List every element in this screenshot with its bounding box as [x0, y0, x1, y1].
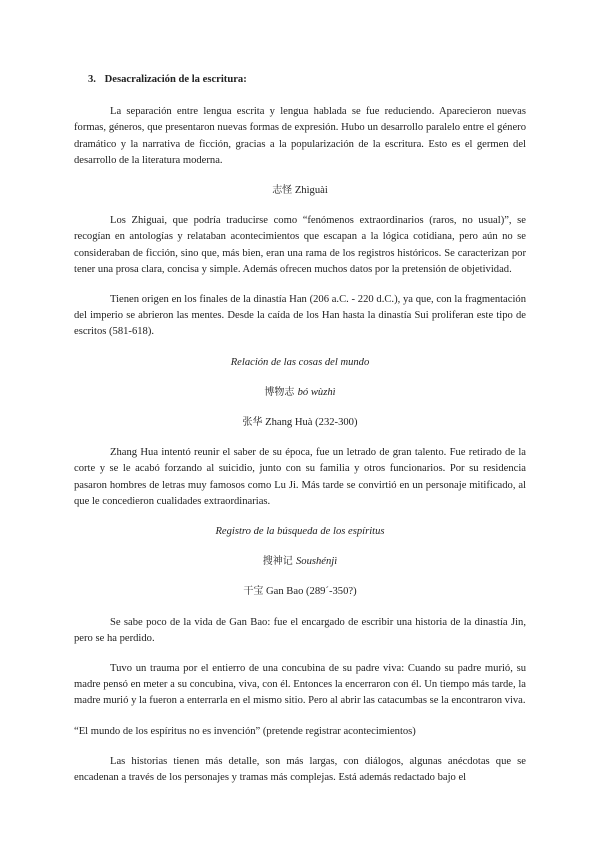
paragraph-zhang-hua: Zhang Hua intentó reunir el saber de su época, fue un letrado de gran talento. Fue retirado de la corte y se le acabó forzando al suicidio, junto con su familia y otros funcionarios. Por su residencia pasaron hombres de letras muy famosos como Lu Ji. Más tarde se convirtió en un personaje mitificado, al que le concedieron cualidades extraordinarias. [74, 447, 526, 507]
book2-title-es: Registro de la búsqueda de los espíritus [215, 526, 385, 538]
book1-author-cjk: 张华 [242, 417, 263, 429]
zhiguai-heading [74, 183, 526, 199]
book1-cjk: 博物志 [264, 386, 298, 398]
book2-author-latin: Gan Bao (289´-350?) [263, 586, 357, 598]
book1-pinyin: bó wùzhì [297, 386, 336, 398]
book1-title-cjk [74, 385, 526, 401]
paragraph-zhiguai: Los Zhiguai, que podría traducirse como “fenómenos extraordinarios (raros, no usual)”, se recogían en antologías y relataban acontecimientos que escapan a la lógica cotidiana, pero aún no se consideraban de ficción, sino que, más bien, eran una rama de los registros históricos. Se caracterizan por tener una prosa clara, concisa y simple. Además ofrecen muchos datos por la pretensión de objetividad. [74, 215, 526, 275]
paragraph-trauma: Tuvo un trauma por el entierro de una concubina de su padre viva: Cuando su padre murió, su madre pensó en meter a su concubina, viva, con él. Entonces la encerraron con él. Un tiempo más tarde, la madre murió y la fueron a enterrarla en el mismo sitio. Pero al abrir las catacumbas se la encontraron viva. [74, 663, 526, 707]
paragraph-intro: La separación entre lengua escrita y lengua hablada se fue reduciendo. Aparecieron nuevas formas, géneros, que presentaron nuevas formas de expresión. Hubo un desarrollo paralelo entre el género dramático y la narrativa de ficción, gracias a la popularización de la escritura. Esto es el germen del desarrollo de la literatura moderna. [74, 106, 526, 166]
book2-title-cjk [74, 554, 526, 570]
paragraph-gan-bao: Se sabe poco de la vida de Gan Bao: fue el encargado de escribir una historia de la dinastía Jin, pero se ha perdido. [74, 616, 526, 644]
zhiguai-cjk: 志怪 [272, 185, 293, 197]
book1-author-latin: Zhang Huà (232-300) [262, 417, 358, 429]
section-heading [88, 72, 526, 88]
book1-author [74, 415, 526, 431]
book2-author-cjk: 干宝 [243, 586, 264, 598]
book2-author [74, 584, 526, 600]
paragraph-origin: Tienen origen en los finales de la dinastía Han (206 a.C. - 220 d.C.), ya que, con la fragmentación del imperio se abrieron las mentes. Desde la caída de los Han hasta la dinastía Sui proliferan este tipo de escritos (581-618). [74, 294, 526, 338]
paragraph-quote: “El mundo de los espíritus no es invención” (pretende registrar acontecimientos) [74, 725, 416, 737]
section-title: Desacralización de la escritura: [104, 74, 247, 85]
zhiguai-latin: Zhìguài [292, 185, 328, 197]
book2-pinyin: Soushénjì [295, 556, 338, 568]
paragraph-stories: Las historias tienen más detalle, son más largas, con diálogos, algunas anécdotas que se encadenan a través de los personajes y tramas más complejas. Está además redactado bajo el [74, 755, 526, 784]
book1-title-es: Relación de las cosas del mundo [230, 356, 370, 368]
section-number: 3. [88, 74, 96, 85]
book2-cjk: 搜神记 [262, 556, 296, 568]
